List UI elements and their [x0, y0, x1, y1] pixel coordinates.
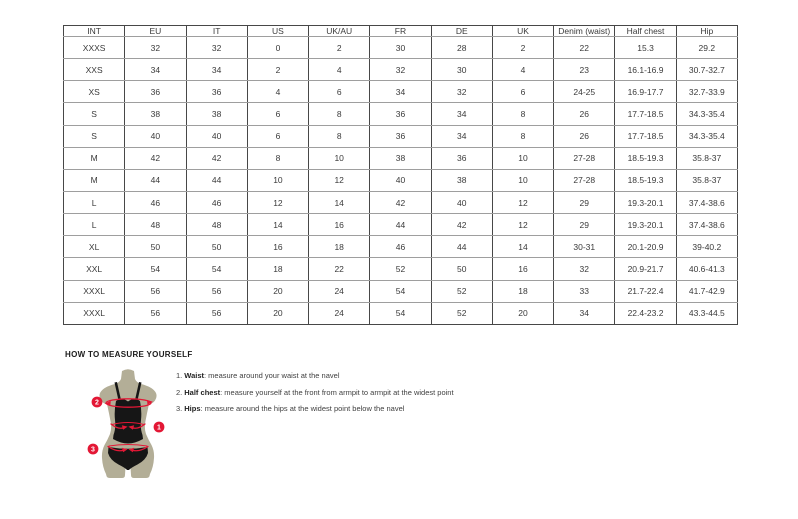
table-cell: 29.2: [676, 37, 737, 59]
table-cell: 39-40.2: [676, 236, 737, 258]
table-row: [64, 125, 738, 147]
table-cell: XXXS: [64, 37, 125, 59]
table-cell: 56: [125, 302, 186, 324]
table-cell: 20: [247, 280, 308, 302]
table-cell: 6: [492, 81, 553, 103]
table-cell: 30: [370, 37, 431, 59]
table-row: [64, 280, 738, 302]
table-cell: 18: [247, 258, 308, 280]
table-cell: 50: [186, 236, 247, 258]
table-cell: 34.3-35.4: [676, 103, 737, 125]
table-cell: 16.9-17.7: [615, 81, 676, 103]
table-cell: 38: [431, 169, 492, 191]
table-cell: 21.7-22.4: [615, 280, 676, 302]
table-cell: 24: [309, 302, 370, 324]
measure-step-3: [176, 401, 454, 418]
table-cell: 4: [492, 59, 553, 81]
size-table-body: [64, 37, 738, 325]
column-header: UK/AU: [309, 26, 370, 37]
table-cell: 19.3-20.1: [615, 191, 676, 213]
table-cell: S: [64, 103, 125, 125]
measure-step-1: [176, 368, 454, 385]
table-cell: 2: [247, 59, 308, 81]
table-cell: XXS: [64, 59, 125, 81]
size-table-header-row: [64, 26, 738, 37]
table-cell: 34: [431, 125, 492, 147]
table-row: [64, 236, 738, 258]
table-cell: XXXL: [64, 280, 125, 302]
table-cell: 42: [186, 147, 247, 169]
table-cell: 54: [186, 258, 247, 280]
table-cell: 8: [492, 103, 553, 125]
table-cell: 27-28: [554, 169, 615, 191]
table-cell: 12: [492, 191, 553, 213]
table-cell: 38: [370, 147, 431, 169]
column-header: DE: [431, 26, 492, 37]
table-cell: 35.8-37: [676, 147, 737, 169]
table-cell: 29: [554, 214, 615, 236]
table-cell: 15.3: [615, 37, 676, 59]
step-2-label: Half chest: [184, 387, 221, 397]
step-1-text: : measure around your waist at the navel: [204, 371, 340, 380]
table-cell: 30.7-32.7: [676, 59, 737, 81]
measure-steps: [176, 368, 454, 418]
table-row: [64, 103, 738, 125]
table-cell: 12: [247, 191, 308, 213]
table-cell: 27-28: [554, 147, 615, 169]
table-row: [64, 169, 738, 191]
table-cell: 8: [247, 147, 308, 169]
table-cell: 32: [431, 81, 492, 103]
table-cell: 54: [370, 280, 431, 302]
table-row: [64, 59, 738, 81]
table-cell: 50: [431, 258, 492, 280]
table-cell: 22: [309, 258, 370, 280]
table-cell: 14: [247, 214, 308, 236]
table-cell: 0: [247, 37, 308, 59]
measure-step-2: [176, 385, 454, 402]
column-header: IT: [186, 26, 247, 37]
table-cell: 23: [554, 59, 615, 81]
step-1-label: Waist: [184, 371, 204, 380]
table-cell: 42: [370, 191, 431, 213]
table-cell: S: [64, 125, 125, 147]
column-header: Hip: [676, 26, 737, 37]
table-cell: 22.4-23.2: [615, 302, 676, 324]
table-cell: 37.4-38.6: [676, 214, 737, 236]
column-header: EU: [125, 26, 186, 37]
table-cell: 38: [125, 103, 186, 125]
table-cell: 6: [309, 81, 370, 103]
table-row: [64, 81, 738, 103]
table-cell: 44: [370, 214, 431, 236]
column-header: Denim (waist): [554, 26, 615, 37]
table-cell: XXL: [64, 258, 125, 280]
table-cell: 30: [431, 59, 492, 81]
table-cell: 18: [492, 280, 553, 302]
table-cell: 20.9-21.7: [615, 258, 676, 280]
step-2-number: 2.: [176, 387, 183, 397]
table-cell: 35.8-37: [676, 169, 737, 191]
table-cell: 34: [431, 103, 492, 125]
table-cell: 44: [125, 169, 186, 191]
table-cell: 34.3-35.4: [676, 125, 737, 147]
table-cell: 33: [554, 280, 615, 302]
table-cell: 32: [125, 37, 186, 59]
table-cell: 18.5-19.3: [615, 147, 676, 169]
table-cell: 24-25: [554, 81, 615, 103]
table-cell: 36: [125, 81, 186, 103]
marker-hip-number: 3: [91, 446, 95, 454]
table-cell: 42: [431, 214, 492, 236]
table-cell: 34: [370, 81, 431, 103]
table-row: [64, 258, 738, 280]
table-cell: 8: [309, 103, 370, 125]
table-cell: 30-31: [554, 236, 615, 258]
table-cell: 22: [554, 37, 615, 59]
step-3-label: Hips: [184, 404, 201, 413]
table-cell: 12: [309, 169, 370, 191]
table-row: [64, 147, 738, 169]
table-cell: 8: [492, 125, 553, 147]
table-cell: XS: [64, 81, 125, 103]
table-cell: 52: [431, 280, 492, 302]
table-cell: M: [64, 147, 125, 169]
table-cell: 2: [492, 37, 553, 59]
marker-waist-number: 1: [157, 424, 161, 432]
table-cell: 40: [125, 125, 186, 147]
table-cell: 38: [186, 103, 247, 125]
table-cell: 16: [492, 258, 553, 280]
table-cell: 34: [125, 59, 186, 81]
table-row: [64, 37, 738, 59]
table-cell: 20.1-20.9: [615, 236, 676, 258]
table-cell: 42: [125, 147, 186, 169]
step-2-text: : measure yourself at the front from armpit to armpit at the widest point: [220, 387, 454, 397]
table-cell: 32: [370, 59, 431, 81]
table-row: [64, 191, 738, 213]
table-cell: 56: [186, 302, 247, 324]
table-cell: 41.7-42.9: [676, 280, 737, 302]
marker-chest: [92, 397, 103, 408]
table-cell: 54: [125, 258, 186, 280]
marker-hip: [88, 444, 99, 455]
table-cell: 32.7-33.9: [676, 81, 737, 103]
table-cell: 46: [125, 191, 186, 213]
table-cell: 43.3-44.5: [676, 302, 737, 324]
table-cell: 10: [492, 169, 553, 191]
table-cell: 2: [309, 37, 370, 59]
swimsuit-top: [113, 399, 143, 444]
table-cell: 32: [554, 258, 615, 280]
table-cell: 36: [186, 81, 247, 103]
table-cell: 40.6-41.3: [676, 258, 737, 280]
table-cell: 44: [186, 169, 247, 191]
table-cell: 12: [492, 214, 553, 236]
table-cell: 17.7-18.5: [615, 125, 676, 147]
table-cell: 36: [431, 147, 492, 169]
table-cell: 50: [125, 236, 186, 258]
table-cell: 48: [186, 214, 247, 236]
step-1-number: 1.: [176, 371, 183, 380]
table-cell: 6: [247, 125, 308, 147]
table-cell: XXXL: [64, 302, 125, 324]
table-cell: 40: [431, 191, 492, 213]
table-cell: 54: [370, 302, 431, 324]
marker-chest-number: 2: [95, 399, 99, 407]
table-cell: 46: [186, 191, 247, 213]
table-cell: 16: [309, 214, 370, 236]
step-3-number: 3.: [176, 404, 183, 413]
table-cell: 4: [247, 81, 308, 103]
size-table-header: [64, 26, 738, 37]
table-cell: 16: [247, 236, 308, 258]
table-cell: 19.3-20.1: [615, 214, 676, 236]
table-cell: 36: [370, 103, 431, 125]
table-cell: 40: [370, 169, 431, 191]
marker-waist: [154, 422, 165, 433]
table-cell: 52: [370, 258, 431, 280]
measure-section-heading: HOW TO MEASURE YOURSELF: [65, 350, 193, 359]
table-cell: 18.5-19.3: [615, 169, 676, 191]
table-cell: 10: [309, 147, 370, 169]
column-header: UK: [492, 26, 553, 37]
table-row: [64, 302, 738, 324]
column-header: FR: [370, 26, 431, 37]
table-cell: M: [64, 169, 125, 191]
table-cell: 26: [554, 103, 615, 125]
column-header: Half chest: [615, 26, 676, 37]
table-cell: 46: [370, 236, 431, 258]
table-cell: 48: [125, 214, 186, 236]
table-cell: 17.7-18.5: [615, 103, 676, 125]
table-cell: 18: [309, 236, 370, 258]
size-conversion-table: [63, 25, 738, 325]
table-cell: 20: [492, 302, 553, 324]
table-cell: XL: [64, 236, 125, 258]
table-cell: L: [64, 214, 125, 236]
measurement-figure: [78, 366, 178, 508]
table-cell: L: [64, 191, 125, 213]
table-cell: 26: [554, 125, 615, 147]
table-cell: 16.1-16.9: [615, 59, 676, 81]
table-cell: 10: [247, 169, 308, 191]
table-cell: 4: [309, 59, 370, 81]
mannequin-illustration: [78, 366, 178, 508]
column-header: INT: [64, 26, 125, 37]
table-cell: 20: [247, 302, 308, 324]
table-cell: 40: [186, 125, 247, 147]
table-cell: 24: [309, 280, 370, 302]
table-cell: 37.4-38.6: [676, 191, 737, 213]
table-cell: 6: [247, 103, 308, 125]
table-row: [64, 214, 738, 236]
table-cell: 29: [554, 191, 615, 213]
table-cell: 44: [431, 236, 492, 258]
table-cell: 34: [186, 59, 247, 81]
table-cell: 14: [492, 236, 553, 258]
table-cell: 14: [309, 191, 370, 213]
column-header: US: [247, 26, 308, 37]
table-cell: 56: [125, 280, 186, 302]
table-cell: 52: [431, 302, 492, 324]
table-cell: 28: [431, 37, 492, 59]
table-cell: 36: [370, 125, 431, 147]
table-cell: 56: [186, 280, 247, 302]
table-cell: 10: [492, 147, 553, 169]
table-cell: 34: [554, 302, 615, 324]
table-cell: 8: [309, 125, 370, 147]
table-cell: 32: [186, 37, 247, 59]
step-3-text: : measure around the hips at the widest point below the navel: [200, 404, 405, 413]
